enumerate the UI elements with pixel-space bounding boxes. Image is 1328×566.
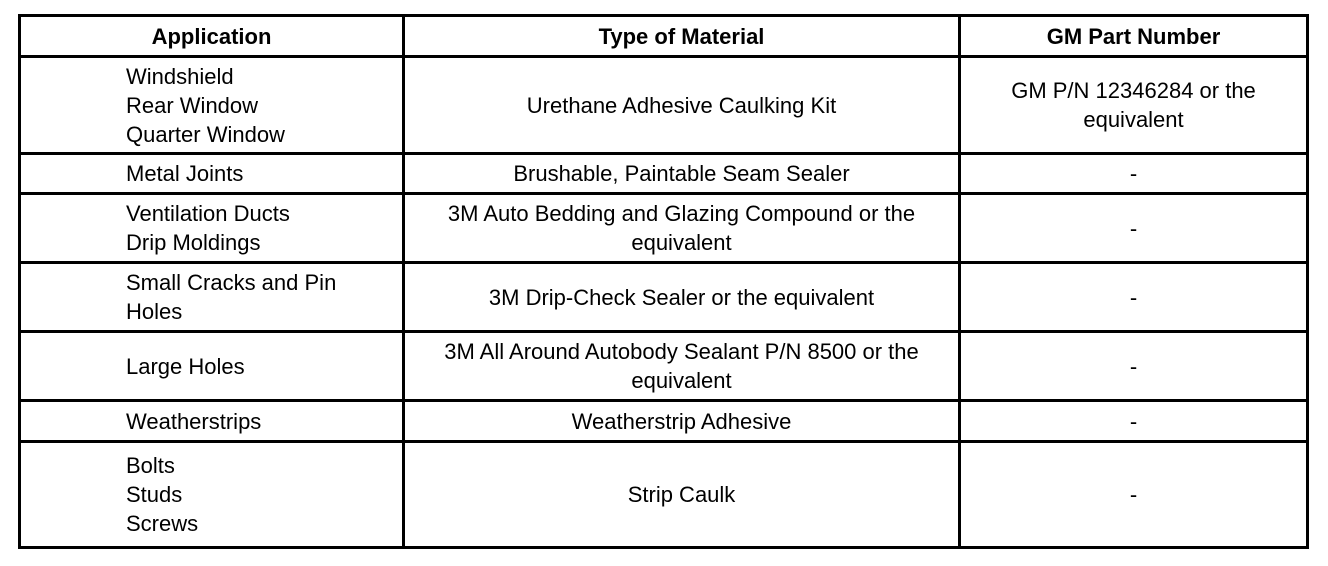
application-text: Small Cracks and Pin Holes — [126, 270, 337, 324]
material-cell — [404, 194, 960, 263]
part-number-cell: - — [960, 332, 1308, 401]
table-row — [20, 57, 1308, 154]
material-cell: Urethane Adhesive Caulking Kit — [404, 57, 960, 154]
application-cell — [20, 194, 404, 263]
table-row — [20, 263, 1308, 332]
material-cell: Weatherstrip Adhesive — [404, 401, 960, 442]
table-row — [20, 401, 1308, 442]
header-material: Type of Material — [404, 16, 960, 57]
application-line: Drip Moldings — [126, 230, 261, 255]
part-number-cell: - — [960, 194, 1308, 263]
application-cell — [20, 154, 404, 194]
material-cell: Brushable, Paintable Seam Sealer — [404, 154, 960, 194]
application-line: Screws — [126, 511, 199, 536]
material-cell: Strip Caulk — [404, 442, 960, 548]
application-line: Large Holes — [126, 353, 245, 379]
part-number-cell: - — [960, 263, 1308, 332]
application-line: Weatherstrips — [126, 408, 262, 434]
part-number-cell: - — [960, 401, 1308, 442]
application-line: Quarter Window — [126, 121, 285, 147]
application-line: Studs — [126, 482, 183, 507]
application-cell — [20, 401, 404, 442]
application-cell — [20, 57, 404, 154]
table-row — [20, 194, 1308, 263]
header-part-number: GM Part Number — [960, 16, 1308, 57]
material-cell: 3M Drip-Check Sealer or the equivalent — [404, 263, 960, 332]
application-line: Metal Joints — [126, 161, 244, 186]
part-number-cell — [960, 57, 1308, 154]
sealer-application-table — [18, 14, 1309, 549]
application-cell — [20, 332, 404, 401]
material-text: 3M Auto Bedding and Glazing Compound or the equivalent — [447, 201, 916, 255]
application-line: Rear Window — [126, 92, 259, 118]
application-line: Bolts — [126, 453, 175, 478]
application-cell — [20, 442, 404, 548]
part-number-cell: - — [960, 154, 1308, 194]
part-number-text: GM P/N 12346284 or the equivalent — [1011, 78, 1256, 132]
material-text: 3M All Around Autobody Sealant P/N 8500 or the equivalent — [444, 339, 919, 393]
application-line: Ventilation Ducts — [126, 201, 290, 226]
table-row — [20, 154, 1308, 194]
table-row — [20, 332, 1308, 401]
part-number-cell: - — [960, 442, 1308, 548]
table-header-row — [20, 16, 1308, 57]
application-line: Windshield — [126, 63, 234, 89]
table-row — [20, 442, 1308, 548]
header-application: Application — [20, 16, 404, 57]
material-cell — [404, 332, 960, 401]
application-cell — [20, 263, 404, 332]
